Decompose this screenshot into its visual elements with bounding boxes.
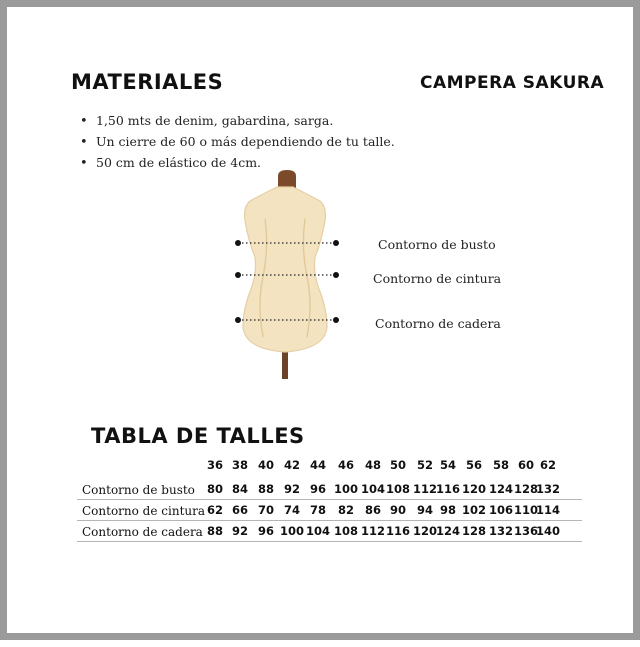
table-row-divider (77, 541, 582, 542)
size-value-cell: 88 (206, 524, 224, 538)
size-header-cell: 36 (206, 458, 224, 472)
size-value-cell: 106 (488, 503, 514, 517)
size-header-cell: 62 (539, 458, 557, 472)
size-value-cell: 78 (309, 503, 327, 517)
size-value-cell: 112 (412, 482, 438, 496)
size-table (7, 7, 640, 647)
table-row-divider (77, 520, 582, 521)
size-row-label: Contorno de cintura (82, 504, 206, 518)
size-value-cell: 124 (488, 482, 514, 496)
size-header-cell: 58 (492, 458, 510, 472)
size-header-cell: 52 (416, 458, 434, 472)
size-header-cell: 50 (389, 458, 407, 472)
size-header-cell: 48 (364, 458, 382, 472)
size-value-cell: 96 (257, 524, 275, 538)
size-value-cell: 114 (535, 503, 561, 517)
size-value-cell: 100 (333, 482, 359, 496)
bust-label: Contorno de busto (378, 237, 496, 252)
size-value-cell: 116 (385, 524, 411, 538)
size-value-cell: 110 (513, 503, 539, 517)
size-value-cell: 120 (412, 524, 438, 538)
size-value-cell: 108 (385, 482, 411, 496)
size-header-cell: 44 (309, 458, 327, 472)
size-value-cell: 82 (337, 503, 355, 517)
size-value-cell: 86 (364, 503, 382, 517)
size-header-cell: 60 (517, 458, 535, 472)
size-value-cell: 62 (206, 503, 224, 517)
product-title: CAMPERA SAKURA (420, 73, 605, 93)
size-value-cell: 94 (416, 503, 434, 517)
size-row-label: Contorno de busto (82, 483, 195, 497)
materials-item: • Un cierre de 60 o más dependiendo de tu talle. (80, 131, 395, 152)
size-value-cell: 132 (535, 482, 561, 496)
size-header-cell: 42 (283, 458, 301, 472)
size-value-cell: 96 (309, 482, 327, 496)
table-row-divider (77, 499, 582, 500)
size-value-cell: 112 (360, 524, 386, 538)
size-header-cell: 56 (465, 458, 483, 472)
size-header-cell: 54 (439, 458, 457, 472)
size-value-cell: 90 (389, 503, 407, 517)
size-value-cell: 104 (360, 482, 386, 496)
size-value-cell: 136 (513, 524, 539, 538)
size-value-cell: 88 (257, 482, 275, 496)
size-table-title: TABLA DE TALLES (91, 424, 305, 448)
size-header-cell: 40 (257, 458, 275, 472)
size-value-cell: 116 (435, 482, 461, 496)
size-value-cell: 98 (439, 503, 457, 517)
hip-label: Contorno de cadera (375, 316, 501, 331)
waist-label: Contorno de cintura (373, 271, 502, 286)
size-value-cell: 132 (488, 524, 514, 538)
size-value-cell: 128 (513, 482, 539, 496)
size-header-cell: 38 (231, 458, 249, 472)
size-value-cell: 70 (257, 503, 275, 517)
size-value-cell: 92 (231, 524, 249, 538)
size-value-cell: 102 (461, 503, 487, 517)
size-row-label: Contorno de cadera (82, 525, 203, 539)
size-value-cell: 104 (305, 524, 331, 538)
size-value-cell: 108 (333, 524, 359, 538)
size-value-cell: 128 (461, 524, 487, 538)
materials-item: • 50 cm de elástico de 4cm. (80, 152, 395, 173)
size-value-cell: 66 (231, 503, 249, 517)
size-value-cell: 92 (283, 482, 301, 496)
size-header-cell: 46 (337, 458, 355, 472)
size-value-cell: 124 (435, 524, 461, 538)
materials-title: MATERIALES (71, 70, 224, 94)
size-value-cell: 140 (535, 524, 561, 538)
materials-item: • 1,50 mts de denim, gabardina, sarga. (80, 110, 395, 131)
size-value-cell: 80 (206, 482, 224, 496)
size-value-cell: 74 (283, 503, 301, 517)
size-value-cell: 100 (279, 524, 305, 538)
size-value-cell: 84 (231, 482, 249, 496)
size-value-cell: 120 (461, 482, 487, 496)
